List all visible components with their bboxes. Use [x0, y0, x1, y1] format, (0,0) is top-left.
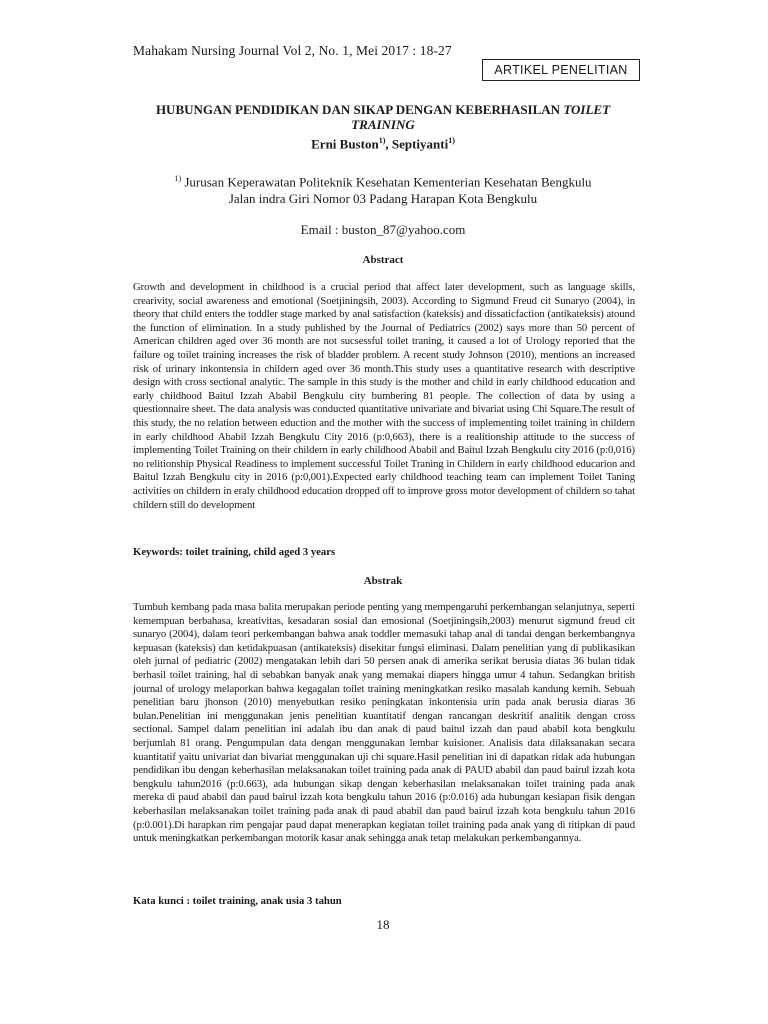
- affiliation: [133, 170, 633, 207]
- title-main: HUBUNGAN PENDIDIKAN DAN SIKAP DENGAN KEBERHASILAN: [155, 102, 561, 117]
- affiliation-line-1: Jurusan Keperawatan Politeknik Kesehatan Kementerian Kesehatan Bengkulu: [181, 174, 592, 190]
- abstract-keywords: Keywords: toilet training, child aged 3 years: [133, 546, 336, 558]
- abstract-text: Growth and development in childhood is a crucial period that affect later development, such as language skills, crearivity, social awareness and emotional (Soetjiningsih, 2003). According to Sigmund Freud cit Sunaryo (2004), in theory that child enters the toddler stage marked by anal satisfaction (kateksis) and dissaticfaction (antikateksis) atound the function of elimination. In a study published by the Journal of Pediatrics (2002) says more than 50 percent of American children aged over 36 month are not sucsessful toilet traning, it caused a lot of Urology reported that the failure og toilet training increases the risk of bladder problem. A recent study Johnson (2010), mentions an increased risk of urinary inkontensia in childern aged over 36 month.This study uses a quantitative research with descriptive design with cross sectional analytic. The sample in this study is the mother and child in early childhood education and early childhood Baitul Izzah Ababil Bengkulu city bumbering 81 people. The collection of data by using a questionnaire sheet. The data analysis was conducted quantitative univariate and bivariat using Chi Square.The result of this study, the no relation between eduction and the mother with the success of implementing toilet training in childern in early childhood Ababil Izzah Bengkulu City 2016 (p:0,663), there is a realitionship attitude to the success of implementing Toilet Training on their childern in early childhood Ababil and Baitul Izzah Bengkulu city 2016 (p:0,016) no relitionship Physical Readiness to implement successful Toilet Traning in Childern in early childhood educarion and Baitul Izzah Bengkulu city in 2016 (p:0,001).Expected early childhood teaching team can implement Toilet Taning activities on childern in eraly childhood education dropped off to improve gross motor development of childern so tahat childern still do development: [133, 281, 635, 511]
- abstrak-text: Tumbuh kembang pada masa balita merupakan periode penting yang mempengaruhi perkembangan selanjutnya, seperti kemempuan berbahasa, kreativitas, kesadaran sosial dan emosional (Soetjiningsih,2003) menurut sigmund freud cit sunaryo (2004), dalam teori perkembangan bahwa anak toddler memasuki tahap anal di tandai dengan berkembangnya kepuasan (kateksis) dan ketidakpuasan (antikateksis) disekitar fungsi eliminasi. Dalam penelitian yang di publikasikan oleh jurnal of pediatric (2002) mengatakan lebih dari 50 persen anak di amerika serikat berusia diatas 36 bulan tidak berhasil toilet training, hal di sebabkan banyak anak yang memakai diapers hingga umur 4 tahun. Sedangkan british journal of urology melaporkan bahwa kegagalan toilet training meningkatkan resiko masalah kandung kemih. Sebuah penelitian baru jhonson (2010) menyebutkan resiko peningkatan inkontensia urin pada anak berusia diaras 36 bulan.Penelitian ini menggunakan jenis penelitian kuantitatif dengan rancangan deskritif analitik dengan cross sectional. Sampel dalam penelitian ini adalah ibu dan anak di paud baitul izzah dan paud ababil kota bengkulu berjumlah 81 orang. Pengumpulan data dengan menggunakan lembar kuisioner. Analisis data dilaksanakan secara kuantitatif yaitu univariat dan bivariat menggunakan uji chi square.Hasil penelitian ini di dapatkan ridak ada hubungan pendidikan ibu dengan keberhasilan melaksanakan toilet training pada anak di PAUD ababil dan paud bairul izzah kota bengkulu tahun2016 (p:0.663), ada hubungan sikap dengan keberhasilan melaksanakan toilet training pada anak mereka di paud ababil dan paud bairul izzah kota bengkulu tahun 2016 (p:0.016) ada hubungan kesiapan fisik dengan keberhasilan melaksanakan toilet training pada anak di paud ababil dan paud bairul izzah kota bengkulu tahun 2016 (p:0.001).Di harapkan rim pengajar paud dapat menerapkan kegiatan toilet training pada anak yang di titipkan di paud untuk meningkatkan perkembangan motorik kasar anak sehingga anak tetap melakukan perkembangannya.: [133, 601, 635, 845]
- author-1: Erni Buston: [311, 136, 379, 152]
- affiliation-marker: 1): [174, 174, 182, 183]
- authors: [133, 136, 633, 152]
- author-1-affil: 1): [378, 136, 386, 145]
- page-number: 18: [376, 917, 390, 932]
- article-type-box: ARTIKEL PENELITIAN: [482, 59, 640, 81]
- paper-title: [133, 102, 633, 132]
- author-separator: ,: [385, 136, 392, 152]
- abstract-heading: Abstract: [362, 254, 404, 266]
- title-italic: TOILET TRAINING: [351, 102, 611, 132]
- abstrak-keywords: Kata kunci : toilet training, anak usia 3 tahun: [133, 895, 342, 907]
- author-2-affil: 1): [448, 136, 455, 145]
- journal-citation: Mahakam Nursing Journal Vol 2, No. 1, Mei 2017 : 18-27: [133, 43, 452, 58]
- abstrak-heading: Abstrak: [363, 575, 403, 587]
- author-2: Septiyanti: [391, 136, 449, 152]
- author-email: Email : buston_87@yahoo.com: [300, 222, 466, 237]
- affiliation-line-2: Jalan indra Giri Nomor 03 Padang Harapan Kota Bengkulu: [228, 191, 538, 207]
